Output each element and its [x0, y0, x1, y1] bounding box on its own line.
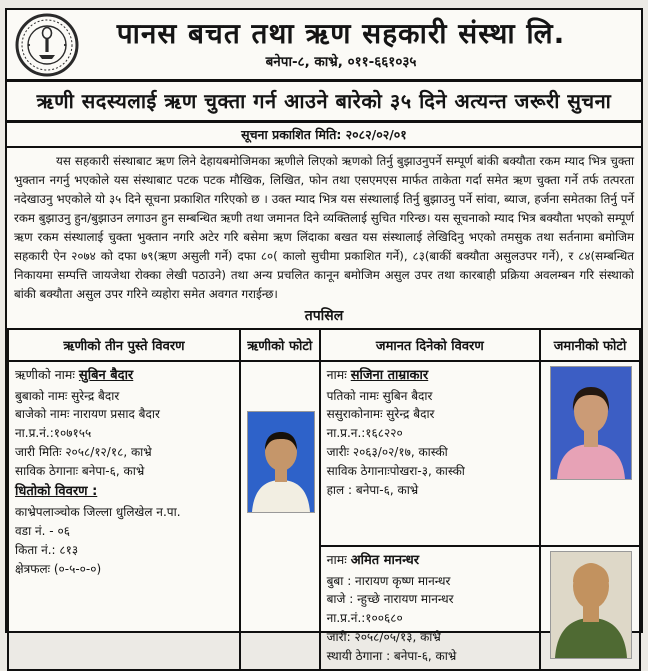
- organization-name: पानस बचत तथा ऋण सहकारी संस्था लि.: [116, 16, 566, 50]
- guarantor2-detail-line: बाजे : न्हुच्छे नारायण मानन्धर: [326, 592, 454, 607]
- borrower-detail-line: बुबाको नामः सुरेन्द्र बैदार: [15, 388, 120, 403]
- guarantor2-detail-line: ना.प्र.नं.:१००६८०: [326, 611, 403, 626]
- col-header-borrower-photo: ऋणीको फोटो: [240, 329, 320, 361]
- col-header-borrower-details: ऋणीको तीन पुस्ते विवरण: [8, 329, 240, 361]
- guarantor2-detail-line: स्थायी ठेगाना : बनेपा-६, काभ्रे: [326, 649, 457, 664]
- col-header-guarantor-photo: जमानीको फोटो: [540, 329, 640, 361]
- col-header-guarantor-details: जमानत दिनेको विवरण: [320, 329, 541, 361]
- collateral-line: क्षेत्रफलः (०-५-०-०): [15, 561, 102, 576]
- collateral-line: काभ्रेपलाञ्चोक जिल्ला धुलिखेल न.पा.: [15, 504, 181, 519]
- guarantor2-details-cell: [320, 546, 541, 670]
- guarantor1-photo-cell: [540, 361, 640, 546]
- borrower-detail-line: साविक ठेगानाः बनेपा-६, काभ्रे: [15, 464, 145, 479]
- guarantor1-detail-line: जारीः २०६३/०२/१७, कास्की: [326, 445, 448, 460]
- published-date-line: सूचना प्रकाशित मिति: २०८२/०२/०१: [7, 123, 641, 148]
- guarantor2-photo: [550, 551, 630, 657]
- header-text-block: [79, 16, 633, 71]
- guarantor1-detail-line: ना.प्र.न.:१६८२२०: [326, 426, 403, 441]
- guarantor1-detail-line: पतिको नामः सुबिन बैदार: [326, 388, 433, 403]
- notice-document: [5, 8, 643, 664]
- guarantor1-name: सजिना ताम्राकार: [350, 368, 429, 383]
- document-header: [7, 10, 641, 82]
- borrower-detail-line: जारी मितिः २०५८/१२/१८, काभ्रे: [15, 445, 152, 460]
- tapasil-heading: तपसिल: [304, 308, 344, 324]
- guarantor1-detail-line: साविक ठेगानाःपोखरा-३, कास्की: [326, 464, 465, 479]
- guarantor2-detail-line: बुबा : नारायण कृष्ण मानन्धर: [326, 573, 451, 588]
- guarantor2-photo-cell: [540, 546, 640, 670]
- guarantor2-detail-line: जारी: २०५८/०५/१३, काभ्रे: [326, 630, 441, 645]
- collateral-line: वडा नं. - ०६: [15, 523, 70, 538]
- notice-body-paragraph: यस सहकारी संस्थाबाट ऋण लिने देहायबमोजिमका ऋणीले लिएको ऋणको तिर्नु बुझाउनुपर्ने सम्पूर्ण बांकी बक्यौता रकम म्याद भित्र चुक्ता भुक्तान नगर्नु भएकोले यस संस्थाबाट पटक पटक मौखिक, लिखित, फोन तथा एसएमएस मार्फत ताकेता गर्दा समेत ऋण चुक्ता गर्ने तर्फ तत्परता नदेखाउनु भएकोले यो ३५ दिने सूचना प्रकाशित गरिएको छ । उक्त म्याद भित्र यस संस्थालाई तिर्नु बुझाउनु पर्ने सांवा, ब्याज, हर्जना समेतका तिर्नु पर्ने रकम बुझाउनु हुन/बुझाउन लगाउन हुन सम्बन्धित ऋणी तथा जमानत दिने व्यक्तिलाई सुचित गरिन्छ। यस सूचनाको म्याद भित्र बक्यौता भएको सम्पूर्ण ऋण रकम संस्थालाई चुक्ता भुक्तान नगरि अटेर गरि बसेमा ऋण लिंदाका बखत यस संस्थालाई लेखिदिनु भएको तमसुक तथा सर्तनामा बमोजिम सहकारी ऐन २०७४ को दफा ७९(ऋण असुली गर्ने) दफा ८०( कालो सुचीमा प्रकाशित गर्ने), ८३(बाकीं बक्यौता असुलउपर गर्ने), र ८४(सम्बन्धित निकायमा सम्पत्ति जायजेथा रोक्का लेखी पठाउने) तथा अन्य प्रचलित कानून बमोजिम असुल उपर तथा कारबाही प्रक्रिया अवलम्बन गरि संस्थाको बांकी बक्यौता असुल उपर गरिने व्यहोरा समेत अवगत गराईन्छ।: [14, 154, 634, 301]
- table-header-row: [8, 329, 640, 361]
- collateral-line: किता नं.: ८१३: [15, 542, 79, 557]
- guarantor2-name: अमित मानन्धर: [350, 553, 420, 568]
- borrower-name-line: ऋणीको नामः सुबिन बैदार: [15, 367, 134, 383]
- borrower-photo-cell: [240, 361, 320, 670]
- organization-address: बनेपा-८, काभ्रे, ०११-६६१०३५: [265, 54, 417, 71]
- borrower-details-cell: [8, 361, 240, 670]
- guarantor2-name-line: नामः अमित मानन्धर: [326, 552, 420, 568]
- table-row-guarantor1: [8, 361, 640, 546]
- borrower-name: सुबिन बैदार: [78, 368, 134, 383]
- borrower-details-table: [7, 328, 641, 671]
- notice-title-banner: ऋणी सदस्यलाई ऋण चुक्ता गर्न आउने बारेको ३५ दिने अत्यन्त जरूरी सुचना: [7, 82, 641, 123]
- guarantor1-detail-line: ससुराकोनामः सुरेन्द्र बैदार: [326, 407, 435, 422]
- borrower-detail-line: बाजेको नामः नारायण प्रसाद बैदार: [15, 407, 160, 422]
- guarantor1-detail-line: हाल : बनेपा-६, काभ्रे: [326, 483, 419, 498]
- collateral-heading: धितोको विवरण :: [15, 484, 98, 500]
- guarantor1-photo: [550, 366, 630, 478]
- borrower-photo: [247, 411, 313, 511]
- cooperative-seal-icon: [15, 13, 79, 77]
- borrower-detail-line: ना.प्र.नं.:१०७१५५: [15, 426, 92, 441]
- guarantor1-details-cell: [320, 361, 541, 546]
- guarantor1-name-line: नामः सजिना ताम्राकार: [326, 367, 429, 383]
